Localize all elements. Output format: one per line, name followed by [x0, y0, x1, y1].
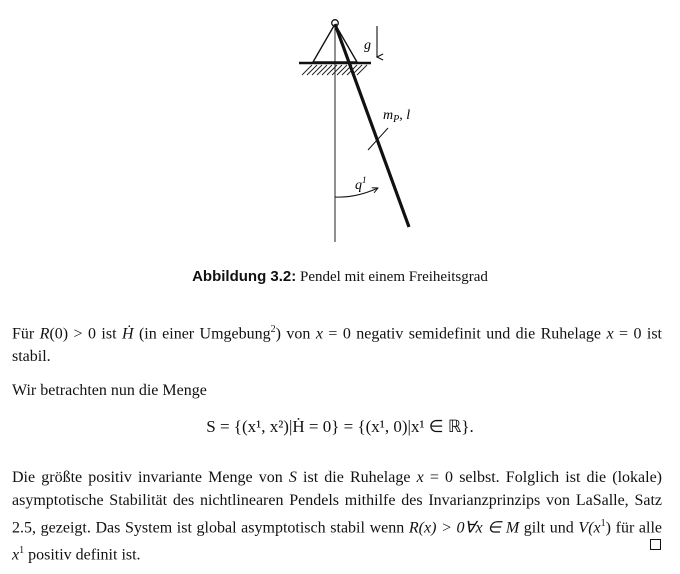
paragraph-stability: Für R(0) > 0 ist Ḣ (in einer Umgebung$^2$) von x = 0 negativ semidefinit und die Ruhelage x = 0 ist stabil. — [12, 324, 662, 366]
rod-label: $m_P$, l — [383, 108, 411, 125]
gravity-label: g — [364, 38, 371, 53]
paragraph-set-intro: Wir betrachten nun die Menge — [12, 382, 207, 399]
paragraph-conclusion: Die größte positiv invariante Menge von S ist die Ruhelage x = 0 selbst. Folglich ist die (lokale) asymptotische Stabilität des nichtlinearen Pendels mithilfe des Invarianzprinzips von LaSalle, Satz 2.5, gezeigt. Das System ist global asymptotisch stabil wenn R(x) > 0∀x ∈ M gilt und $V(x^1)$ für alle $x^1$ positiv definit ist. — [12, 469, 663, 564]
qed-square — [650, 539, 661, 550]
pendulum-figure — [0, 0, 680, 250]
set-equation: S = {(x¹, x²)|Ḣ = 0} = {(x¹, 0)|x¹ ∈ ℝ}. — [206, 417, 474, 436]
rod-label-leader — [368, 128, 388, 150]
caption-label: Abbildung 3.2: — [192, 268, 297, 285]
angle-label: $q^1$ — [355, 175, 367, 193]
figure-caption — [0, 268, 680, 286]
caption-text: Pendel mit einem Freiheitsgrad — [296, 269, 488, 285]
